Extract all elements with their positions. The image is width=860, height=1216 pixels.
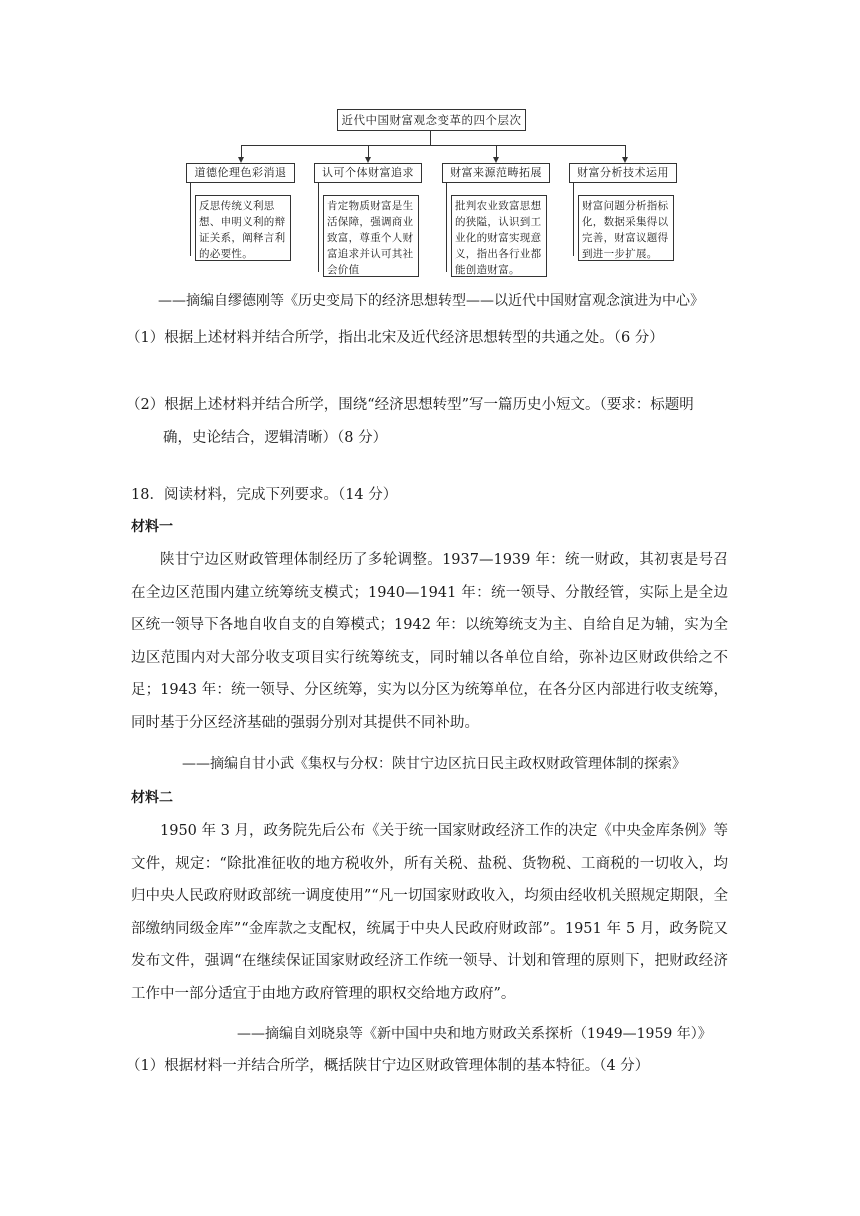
question-18-1: （1）根据材料一并结合所学，概括陕甘宁边区财政管理体制的基本特征。（4 分） bbox=[126, 1058, 650, 1074]
material-1-body: 陕甘宁边区财政管理体制经历了多轮调整。1937—1939 年：统一财政，其初衷是号召在全边区范围内建立统筹统支模式；1940—1941 年：统一领导、分散经管，实际上是全边区统一领导下各地自收自支的自筹模式；1942 年：以统筹统支为主、自给自足为辅，实为全边区范围内对大部分收支项目实行统筹统支，同时辅以各单位自给，弥补边区财政供给之不足；1943 年：统一领导、分区统筹，实为以分区为统筹单位，在各分区内部进行收支统筹，同时基于分区经济基础的强弱分别对其提供不同补助。 bbox=[131, 552, 728, 731]
material-1-source: ——摘编自甘小武《集权与分权：陕甘宁边区抗日民主政权财政管理体制的探索》 bbox=[182, 756, 686, 772]
connector bbox=[368, 145, 369, 157]
column-heading: 财富来源范畴拓展 bbox=[442, 163, 550, 183]
material-1-text bbox=[131, 544, 728, 740]
material-2-label: 材料二 bbox=[131, 790, 173, 806]
column-description: 批判农业致富思想的狭隘，认识到工业化的财富实现意义，指出各行业都能创造财富。 bbox=[451, 195, 547, 277]
connector bbox=[496, 145, 497, 157]
question-17-2: （2）根据上述材料并结合所学，围绕“经济思想转型”写一篇历史小短文。（要求：标题明 bbox=[126, 397, 694, 413]
material-2-source: ——摘编自刘晓泉等《新中国中央和地方财政关系探析（1949—1959 年）》 bbox=[237, 1026, 712, 1042]
connector bbox=[241, 145, 626, 146]
column-heading: 认可个体财富追求 bbox=[314, 163, 422, 183]
column-heading: 财富分析技术运用 bbox=[569, 163, 677, 183]
question-17-1: （1）根据上述材料并结合所学，指出北宋及近代经济思想转型的共通之处。（6 分） bbox=[126, 330, 664, 346]
connector bbox=[241, 145, 242, 157]
material-2-body: 1950 年 3 月，政务院先后公布《关于统一国家财政经济工作的决定《中央金库条例》等文件，规定：“除批准征收的地方税收外，所有关税、盐税、货物税、工商税的一切收入，均归中央人民政府财政部统一调度使用”“凡一切国家财政收入，均须由经收机关照规定期限，全部缴纳同级金库”“金库款之支配权，统属于中央人民政府财政部”。1951 年 5 月，政务院又发布文件，强调“在继续保证国家财政经济工作统一领导、计划和管理的原则下，把财政经济工作中一部分适宜于由地方政府管理的职权交给地方政府”。 bbox=[131, 823, 728, 1002]
connector bbox=[190, 183, 191, 256]
connector bbox=[573, 183, 574, 256]
connector bbox=[430, 131, 431, 146]
question-18: 18．阅读材料，完成下列要求。（14 分） bbox=[131, 487, 398, 503]
connector bbox=[625, 145, 626, 157]
connector bbox=[446, 183, 447, 272]
column-heading: 道德伦理色彩消退 bbox=[186, 163, 295, 183]
connector bbox=[318, 183, 319, 272]
source-citation: ——摘编自缪德刚等《历史变局下的经济思想转型——以近代中国财富观念演进为中心》 bbox=[158, 293, 704, 309]
diagram-title: 近代中国财富观念变革的四个层次 bbox=[337, 109, 526, 131]
concept-diagram bbox=[0, 0, 860, 290]
column-description: 财富问题分析指标化，数据采集得以完善，财富议题得到进一步扩展。 bbox=[578, 195, 674, 261]
column-description: 肯定物质财富是生活保障，强调商业致富，尊重个人财富追求并认可其社会价值 bbox=[323, 195, 419, 277]
column-description: 反思传统义利思想、申明义利的辩证关系，阐释言利的必要性。 bbox=[195, 195, 291, 261]
material-2-text bbox=[131, 815, 728, 1011]
question-17-2-cont: 确，史论结合，逻辑清晰）（8 分） bbox=[163, 430, 388, 446]
material-1-label: 材料一 bbox=[131, 519, 173, 535]
